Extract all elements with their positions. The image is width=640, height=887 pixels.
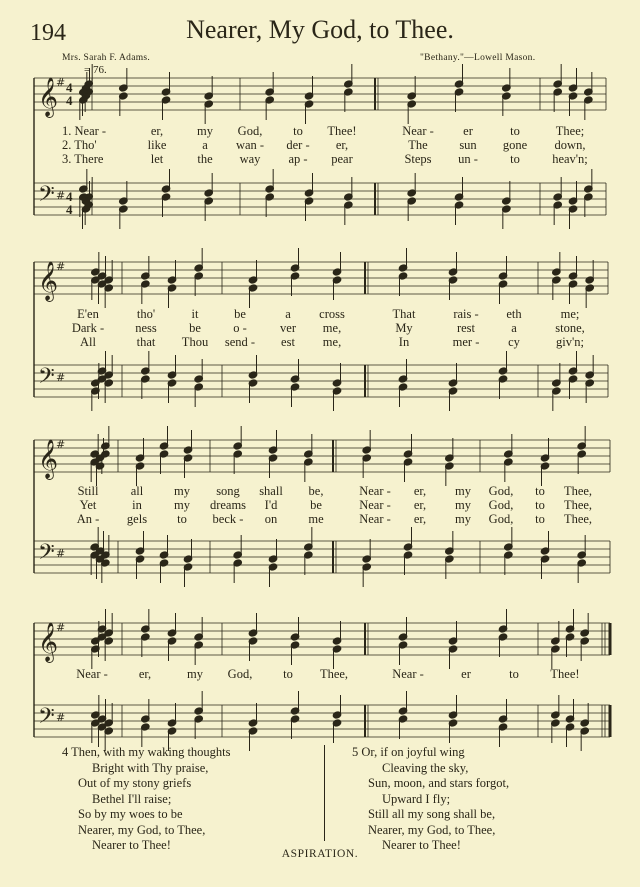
verse-4: 4 Then, with my waking thoughts Bright with Thy praise, Out of my stony griefs Bethel I'll raise; So by my woes to be Nearer, my God, to Thee, Nearer to Thee! xyxy=(62,745,231,852)
key-signature-sharp: # xyxy=(56,438,66,451)
lyric-line-4-1: Near - er, my God, to Thee, Near - er to Thee! xyxy=(76,667,580,681)
time-signature-top: 4 xyxy=(66,80,73,95)
bass-time-signature-top: 4 xyxy=(66,189,73,204)
tempo-marking: = 76. xyxy=(84,64,107,76)
author-credit: Mrs. Sarah F. Adams. xyxy=(62,53,151,63)
lyric-line-1-3: 3. There let the way ap - pear Steps un - to heav'n; xyxy=(62,152,588,166)
bass-clef-icon: 𝄢 xyxy=(38,704,55,734)
bass-clef-icon: 𝄢 xyxy=(38,540,55,570)
key-signature-sharp: # xyxy=(56,260,66,273)
lyric-line-3-1: Still all my song shall be, Near - er, my God, to Thee, xyxy=(77,484,593,498)
treble-clef-icon: 𝄞 xyxy=(38,439,59,479)
treble-clef-icon: 𝄞 xyxy=(38,77,59,117)
hymn-title: Nearer, My God, to Thee. xyxy=(186,15,454,44)
key-signature-sharp: # xyxy=(56,547,66,560)
key-signature-sharp: # xyxy=(56,76,66,89)
bass-clef-icon: 𝄢 xyxy=(38,182,55,212)
key-signature-sharp: # xyxy=(56,189,66,202)
treble-clef-icon: 𝄞 xyxy=(38,261,59,301)
treble-clef-icon: 𝄞 xyxy=(38,622,59,662)
bass-clef-icon: 𝄢 xyxy=(38,364,55,394)
key-signature-sharp: # xyxy=(56,711,66,724)
lyric-line-3-2: Yet in my dreams I'd be Near - er, my God, to Thee, xyxy=(79,498,593,512)
lyric-line-3-3: An - gels to beck - on me Near - er, my God, to Thee, xyxy=(76,512,593,526)
time-signature-bottom: 4 xyxy=(66,93,73,108)
lyric-line-1-2: 2. Tho' like a wan - der - er, The sun gone down, xyxy=(62,138,586,152)
page-number: 194 xyxy=(30,20,66,46)
lyric-line-2-3: All that Thou send - est me, In mer - cy giv'n; xyxy=(80,335,584,349)
bass-time-signature-bottom: 4 xyxy=(66,202,73,217)
lyric-line-1-1: 1. Near - er, my God, to Thee! Near - er to Thee; xyxy=(62,124,585,138)
key-signature-sharp: # xyxy=(56,621,66,634)
key-signature-sharp: # xyxy=(56,371,66,384)
verse-divider xyxy=(324,745,325,841)
tune-category: ASPIRATION. xyxy=(281,848,359,860)
composer-credit: "Bethany."—Lowell Mason. xyxy=(420,53,536,63)
verse-5: 5 Or, if on joyful wing Cleaving the sky, Sun, moon, and stars forgot, Upward I fly; Still all my song shall be, Nearer, my God, to Thee, Nearer to Thee! xyxy=(352,745,510,852)
lyric-line-2-1: E'en tho' it be a cross That rais - eth me; xyxy=(77,307,580,321)
lyric-line-2-2: Dark - ness be o - ver me, My rest a stone, xyxy=(71,321,585,335)
